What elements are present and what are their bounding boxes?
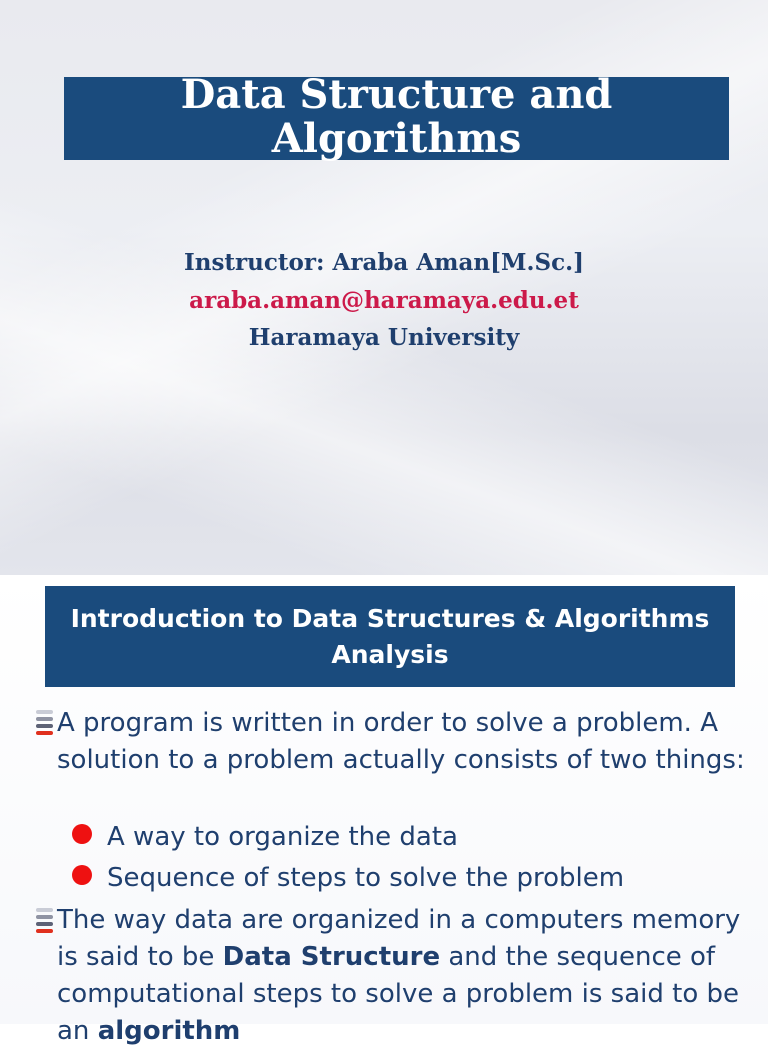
red-dot-icon xyxy=(72,824,92,844)
sub-bullet-sequence-steps: Sequence of steps to solve the problem xyxy=(107,863,625,893)
instructor-email[interactable]: araba.aman@haramaya.edu.et xyxy=(189,287,579,314)
bullet-text-part1: The way data are organized in a computers memory is said to be xyxy=(57,905,741,972)
red-dot-icon xyxy=(72,865,92,885)
bullet-data-structure xyxy=(57,902,747,1050)
instructor-name: Instructor: Araba Aman[M.Sc.] xyxy=(184,249,584,276)
bullet-program: A program is written in order to solve a problem. A solution to a problem actually consists of two things: xyxy=(57,708,745,775)
slide-title: Data Structure and Algorithms xyxy=(180,71,613,162)
content-slide xyxy=(0,575,768,1046)
university-name: Haramaya University xyxy=(248,324,520,351)
bullet-text-part2: and the sequence of computational steps to solve a problem is said to be an xyxy=(57,942,740,1046)
title-banner xyxy=(64,71,729,162)
section-heading-banner xyxy=(45,586,735,687)
term-data-structure: Data Structure xyxy=(222,942,441,972)
stacked-lines-icon xyxy=(36,908,53,934)
sub-bullet-organize-data: A way to organize the data xyxy=(107,822,458,852)
term-algorithm: algorithm xyxy=(97,1016,241,1046)
section-heading: Introduction to Data Structures & Algorithms Analysis xyxy=(70,603,710,669)
stacked-lines-icon xyxy=(36,710,53,736)
